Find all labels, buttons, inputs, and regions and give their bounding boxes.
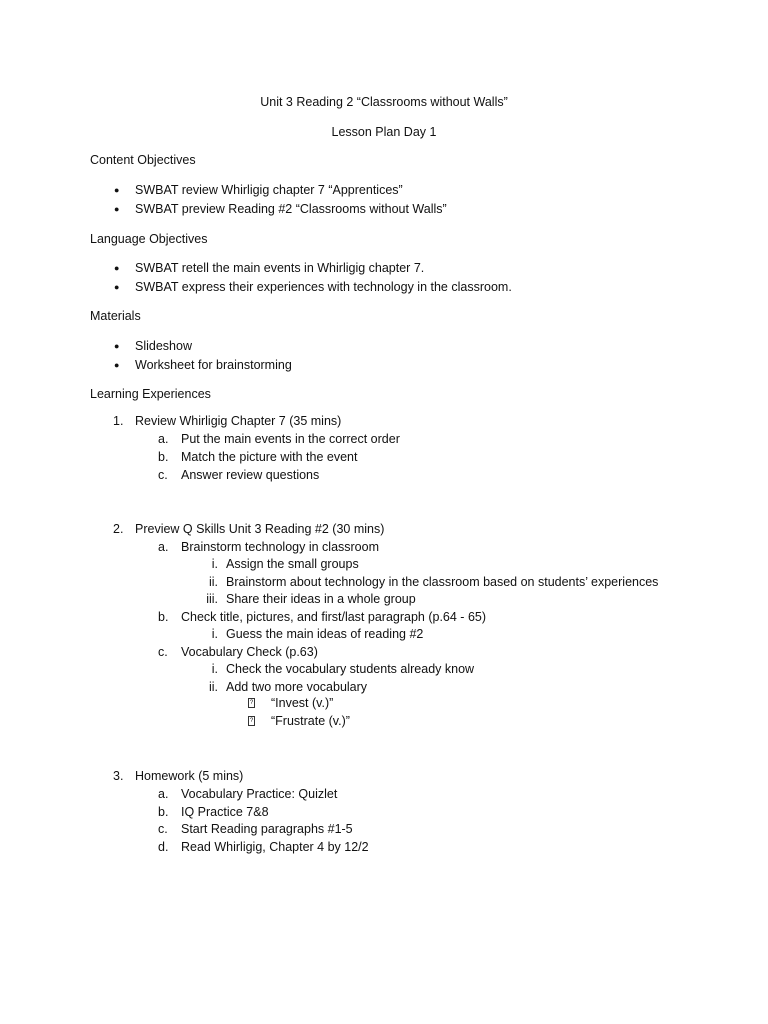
list-marker: ii. [208,575,218,589]
list-marker: b. [158,805,169,819]
list-marker: a. [158,432,169,446]
list-item: Vocabulary Check (p.63) [181,645,318,659]
language-objectives-heading: Language Objectives [90,232,208,246]
missing-glyph-icon: ? [249,718,254,724]
list-marker: c. [158,468,168,482]
list-marker: a. [158,787,169,801]
list-item: Brainstorm technology in classroom [181,540,379,554]
bullet-icon: ● [114,282,120,292]
materials-item: Slideshow [135,339,192,353]
list-item: Put the main events in the correct order [181,432,400,446]
list-item: Vocabulary Practice: Quizlet [181,787,338,801]
list-item: Guess the main ideas of reading #2 [226,627,424,641]
learning-experiences-heading: Learning Experiences [90,387,211,401]
bullet-icon: ● [114,204,120,214]
list-marker: 1. [113,414,124,428]
list-marker: d. [158,840,169,854]
list-item: Add two more vocabulary [226,680,368,694]
list-item: Check title, pictures, and first/last paragraph (p.64 - 65) [181,610,487,624]
bullet-icon: ● [114,341,120,351]
step-homework: Homework (5 mins) [135,769,244,783]
list-marker: b. [158,610,169,624]
bullet-icon: ● [114,360,120,370]
list-marker: i. [211,557,218,571]
document-title: Unit 3 Reading 2 “Classrooms without Walls” [260,95,508,109]
list-marker: iii. [206,592,218,606]
list-item: Share their ideas in a whole group [226,592,416,606]
list-marker: b. [158,450,169,464]
language-objective-item: SWBAT express their experiences with technology in the classroom. [135,280,512,294]
step-preview: Preview Q Skills Unit 3 Reading #2 (30 mins) [135,522,385,536]
step-review: Review Whirligig Chapter 7 (35 mins) [135,414,342,428]
content-objectives-heading: Content Objectives [90,153,196,167]
list-marker: c. [158,645,168,659]
list-item: Check the vocabulary students already know [226,662,475,676]
list-marker: a. [158,540,169,554]
list-item: Assign the small groups [226,557,359,571]
bullet-icon: ● [114,185,120,195]
list-marker: ii. [208,680,218,694]
materials-item: Worksheet for brainstorming [135,358,292,372]
content-objective-item: SWBAT review Whirligig chapter 7 “Apprentices” [135,183,403,197]
vocabulary-word: “Invest (v.)” [271,696,334,710]
language-objective-item: SWBAT retell the main events in Whirligig chapter 7. [135,261,425,275]
list-item: Match the picture with the event [181,450,358,464]
list-item: Start Reading paragraphs #1-5 [181,822,353,836]
list-marker: 3. [113,769,124,783]
list-item: Read Whirligig, Chapter 4 by 12/2 [181,840,369,854]
list-marker: i. [211,627,218,641]
materials-heading: Materials [90,309,141,323]
document-subtitle: Lesson Plan Day 1 [331,125,437,139]
list-marker: i. [211,662,218,676]
content-objective-item: SWBAT preview Reading #2 “Classrooms without Walls” [135,202,447,216]
bullet-icon: ● [114,263,120,273]
list-marker: 2. [113,522,124,536]
list-item: Answer review questions [181,468,320,482]
list-item: IQ Practice 7&8 [181,805,269,819]
list-item: Brainstorm about technology in the classroom based on students’ experiences [226,575,659,589]
vocabulary-word: “Frustrate (v.)” [271,714,350,728]
missing-glyph-icon: ? [249,700,254,706]
list-marker: c. [158,822,168,836]
